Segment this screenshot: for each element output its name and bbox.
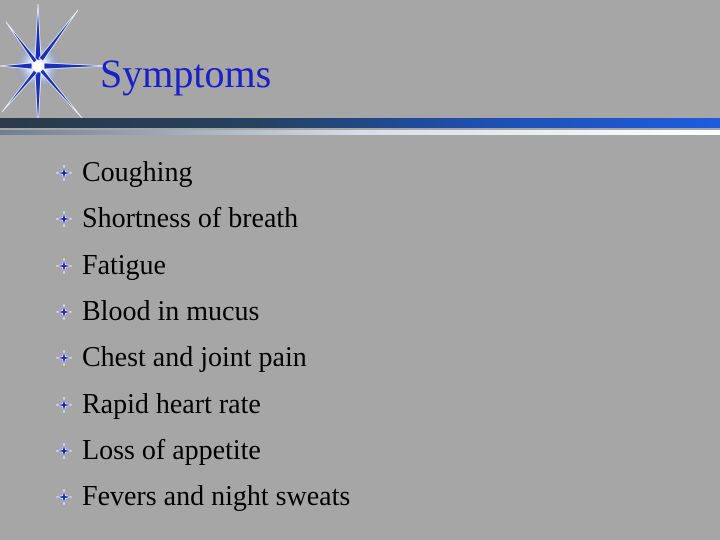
bullet-text: Coughing — [82, 157, 193, 189]
bullet-text: Blood in mucus — [82, 296, 260, 328]
star-bullet-icon — [56, 211, 72, 227]
star-bullet-icon — [56, 443, 72, 459]
starburst-icon — [0, 0, 110, 130]
bullet-text: Shortness of breath — [82, 203, 299, 235]
bullet-item — [56, 196, 350, 242]
bullet-text: Fevers and night sweats — [82, 481, 351, 513]
bullet-item — [56, 289, 350, 335]
bullet-text: Chest and joint pain — [82, 342, 307, 374]
bullet-text: Rapid heart rate — [82, 388, 261, 420]
title-underline-dark — [0, 118, 720, 128]
star-bullet-icon — [56, 397, 72, 413]
bullet-item — [56, 428, 350, 474]
bullet-list — [56, 150, 350, 520]
star-bullet-icon — [56, 304, 72, 320]
star-bullet-icon — [56, 489, 72, 505]
bullet-item — [56, 335, 350, 381]
bullet-text: Loss of appetite — [82, 434, 261, 466]
bullet-item — [56, 243, 350, 289]
star-bullet-icon — [56, 165, 72, 181]
star-bullet-icon — [56, 258, 72, 274]
title-underline-light — [0, 130, 720, 135]
bullet-text: Fatigue — [82, 249, 166, 281]
bullet-item — [56, 150, 350, 196]
star-bullet-icon — [56, 350, 72, 366]
bullet-item — [56, 381, 350, 427]
title-underline — [0, 118, 720, 136]
bullet-item — [56, 474, 350, 520]
slide-title: Symptoms — [100, 51, 272, 96]
